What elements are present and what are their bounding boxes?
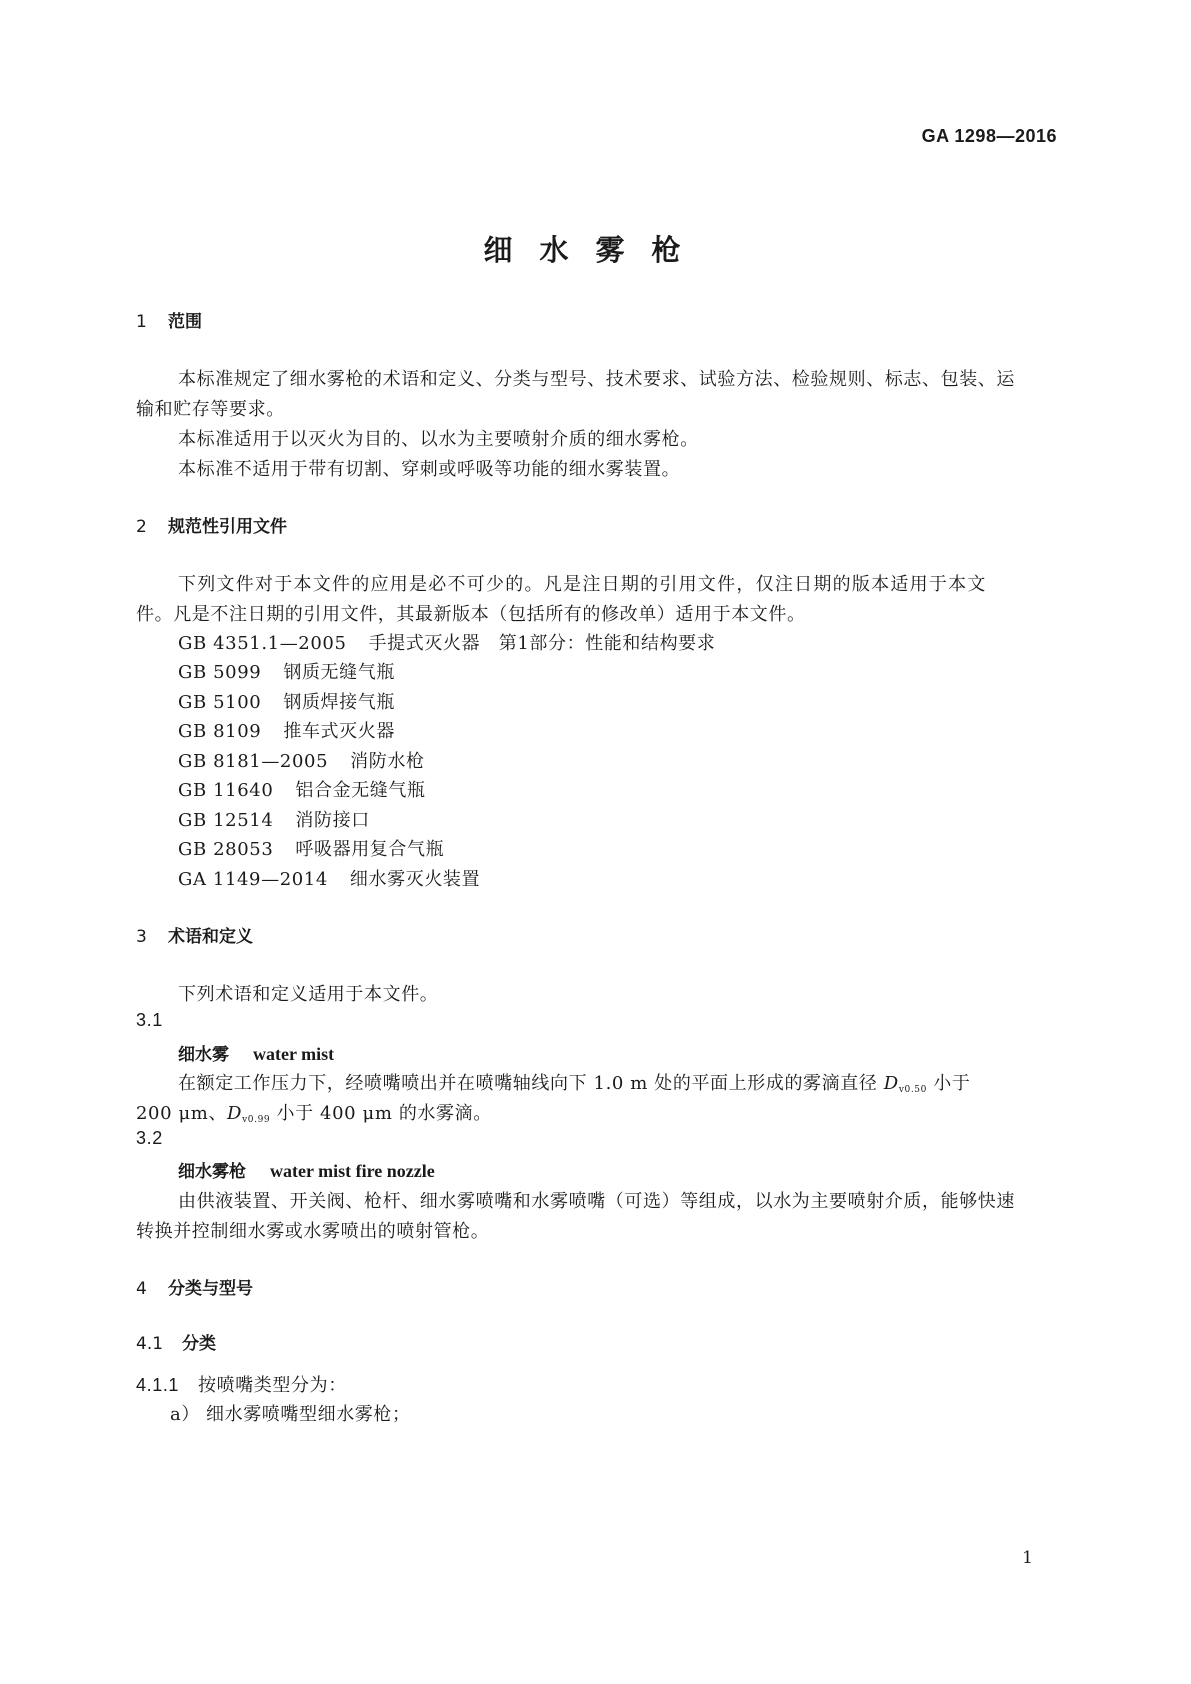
definition-text: 小于 400 μm 的水雾滴。 [270,1103,492,1124]
paragraph: 下列术语和定义适用于本文件。 [178,984,439,1005]
document-number: GA 1298—2016 [921,126,1057,146]
definition-text: 200 μm、 [136,1103,228,1124]
reference-item [178,865,480,891]
reference-title: 铝合金无缝气瓶 [295,780,426,801]
section-title: 范围 [168,312,202,332]
paragraph: 下列文件对于本文件的应用是必不可少的。凡是注日期的引用文件，仅注日期的版本适用于本文 [178,574,986,595]
reference-item [178,717,395,743]
term-heading [178,1157,435,1182]
document-title: 细水雾枪 [483,233,708,267]
clause-4-1-1 [136,1371,347,1397]
clause-text: 按喷嘴类型分为： [198,1375,347,1396]
term-zh: 细水雾 [178,1045,229,1065]
definition-text: 小于 [926,1073,971,1094]
term-definition: 由供液装置、开关阀、枪杆、细水雾喷嘴和水雾喷嘴（可选）等组成，以水为主要喷射介质，能够快速 [178,1191,1015,1212]
symbol-d: D [227,1103,243,1124]
reference-item [178,629,715,655]
reference-code: GB 8181—2005 [178,751,329,772]
section-title: 术语和定义 [168,927,253,947]
reference-code: GB 28053 [178,839,274,860]
paragraph: 本标准规定了细水雾枪的术语和定义、分类与型号、技术要求、试验方法、检验规则、标志、包装、运 [178,369,1015,390]
clause-number: 4.1.1 [136,1375,180,1395]
reference-title: 消防水枪 [350,751,425,772]
subscript: v0.99 [242,1115,271,1125]
subsection-number: 4.1 [136,1334,164,1354]
section-2-heading [136,512,287,537]
paragraph-cont: 件。凡是不注日期的引用文件，其最新版本（包括所有的修改单）适用于本文件。 [136,604,806,625]
term-number: 3.1 [136,1010,163,1030]
paragraph: 本标准不适用于带有切割、穿刺或呼吸等功能的细水雾装置。 [178,459,681,480]
reference-title: 推车式灭火器 [283,721,395,742]
reference-item [178,806,370,832]
reference-title: 钢质焊接气瓶 [283,692,395,713]
section-number: 4 [136,1279,147,1299]
reference-title: 呼吸器用复合气瓶 [295,839,445,860]
section-title: 规范性引用文件 [168,517,287,537]
reference-title: 细水雾灭火装置 [349,869,481,890]
paragraph-cont: 输和贮存等要求。 [136,399,285,420]
reference-code: GB 5100 [178,692,262,713]
term-en: water mist fire nozzle [270,1161,435,1181]
section-number: 2 [136,517,147,537]
reference-title: 钢质无缝气瓶 [283,662,395,683]
reference-code: GB 5099 [178,662,262,683]
reference-code: GB 4351.1—2005 [178,633,347,654]
reference-item [178,658,395,684]
reference-item [178,747,425,773]
reference-code: GB 12514 [178,810,274,831]
term-definition-cont: 转换并控制细水雾或水雾喷出的喷射管枪。 [136,1221,490,1242]
section-title: 分类与型号 [168,1279,253,1299]
term-number: 3.2 [136,1128,163,1148]
term-heading [178,1040,334,1065]
list-item [170,1400,411,1426]
term-definition-cont [136,1099,492,1125]
paragraph: 本标准适用于以灭火为目的、以水为主要喷射介质的细水雾枪。 [178,429,699,450]
page-number: 1 [1022,1548,1033,1568]
term-zh: 细水雾枪 [178,1162,246,1182]
reference-code: GA 1149—2014 [178,869,328,890]
term-definition [178,1069,970,1095]
list-text: 细水雾喷嘴型细水雾枪； [206,1404,411,1425]
section-3-heading [136,922,253,947]
symbol-d: D [883,1073,899,1094]
list-label: a） [170,1404,200,1425]
reference-item [178,688,395,714]
definition-text: 在额定工作压力下，经喷嘴喷出并在喷嘴轴线向下 1.0 m 处的平面上形成的雾滴直径 [178,1073,884,1094]
reference-title: 手提式灭火器 第1部分：性能和结构要求 [368,633,716,654]
reference-code: GB 11640 [178,780,274,801]
term-en: water mist [253,1044,335,1064]
reference-code: GB 8109 [178,721,262,742]
subsection-4-1-heading [136,1329,216,1354]
reference-item [178,835,444,861]
subsection-title: 分类 [182,1334,216,1354]
subscript: v0.50 [898,1085,927,1095]
section-1-heading [136,307,202,332]
reference-title: 消防接口 [295,810,370,831]
reference-item [178,776,426,802]
section-number: 3 [136,927,147,947]
section-4-heading [136,1274,253,1299]
section-number: 1 [136,312,147,332]
